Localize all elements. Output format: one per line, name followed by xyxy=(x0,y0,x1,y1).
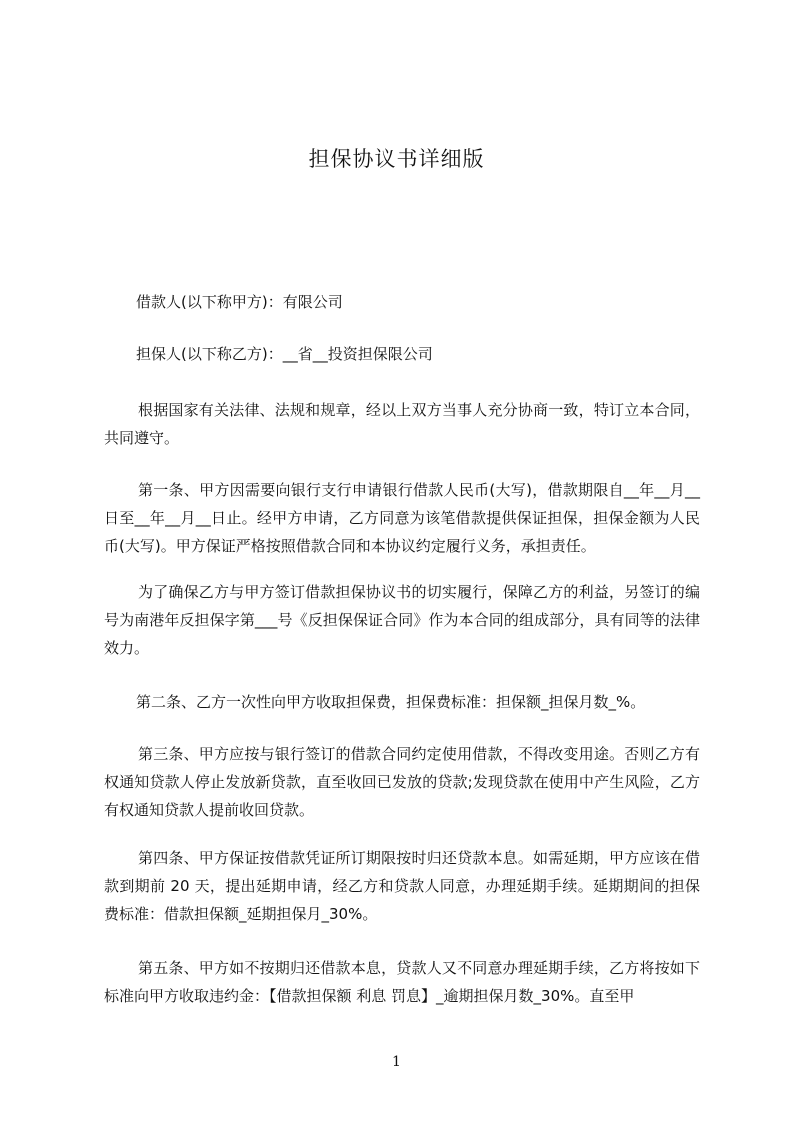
article-3-paragraph: 第三条、甲方应按与银行签订的借款合同约定使用借款，不得改变用途。否则乙方有权通知贷款人停止发放新贷款，直至收回已发放的贷款;发现贷款在使用中产生风险，乙方有权通知贷款人提前收回贷款。 xyxy=(104,745,700,819)
borrower-line: 借款人(以下称甲方)：有限公司 xyxy=(136,293,343,311)
article-4-paragraph: 第四条、甲方保证按借款凭证所订期限按时归还贷款本息。如需延期，甲方应该在借款到期前 20 天，提出延期申请，经乙方和贷款人同意，办理延期手续。延期期间的担保费标准：借款担保额_延期担保月_30%。 xyxy=(104,849,700,923)
guarantor-line: 担保人(以下称乙方)：__省__投资担保限公司 xyxy=(136,345,433,363)
document-title: 担保协议书详细版 xyxy=(308,147,485,171)
article-1-paragraph: 第一条、甲方因需要向银行支行申请银行借款人民币(大写)，借款期限自__年__月__日至__年__月__日止。经甲方申请，乙方同意为该笔借款提供保证担保，担保金额为人民币(大写)。甲方保证严格按照借款合同和本协议约定履行义务，承担责任。 xyxy=(104,481,700,555)
intro-paragraph: 根据国家有关法律、法规和规章，经以上双方当事人充分协商一致，特订立本合同，共同遵守。 xyxy=(104,401,700,447)
article-2-paragraph: 第二条、乙方一次性向甲方收取担保费，担保费标准：担保额_担保月数_%。 xyxy=(136,693,646,711)
article-5-paragraph: 第五条、甲方如不按期归还借款本息，贷款人又不同意办理延期手续，乙方将按如下标准向甲方收取违约金：【借款担保额 利息 罚息】_逾期担保月数_30%。直至甲 xyxy=(104,959,700,1005)
supplement-paragraph: 为了确保乙方与甲方签订借款担保协议书的切实履行，保障乙方的利益，另签订的编号为南港年反担保字第___号《反担保保证合同》作为本合同的组成部分，具有同等的法律效力。 xyxy=(104,583,700,657)
page-number: 1 xyxy=(392,1054,401,1070)
